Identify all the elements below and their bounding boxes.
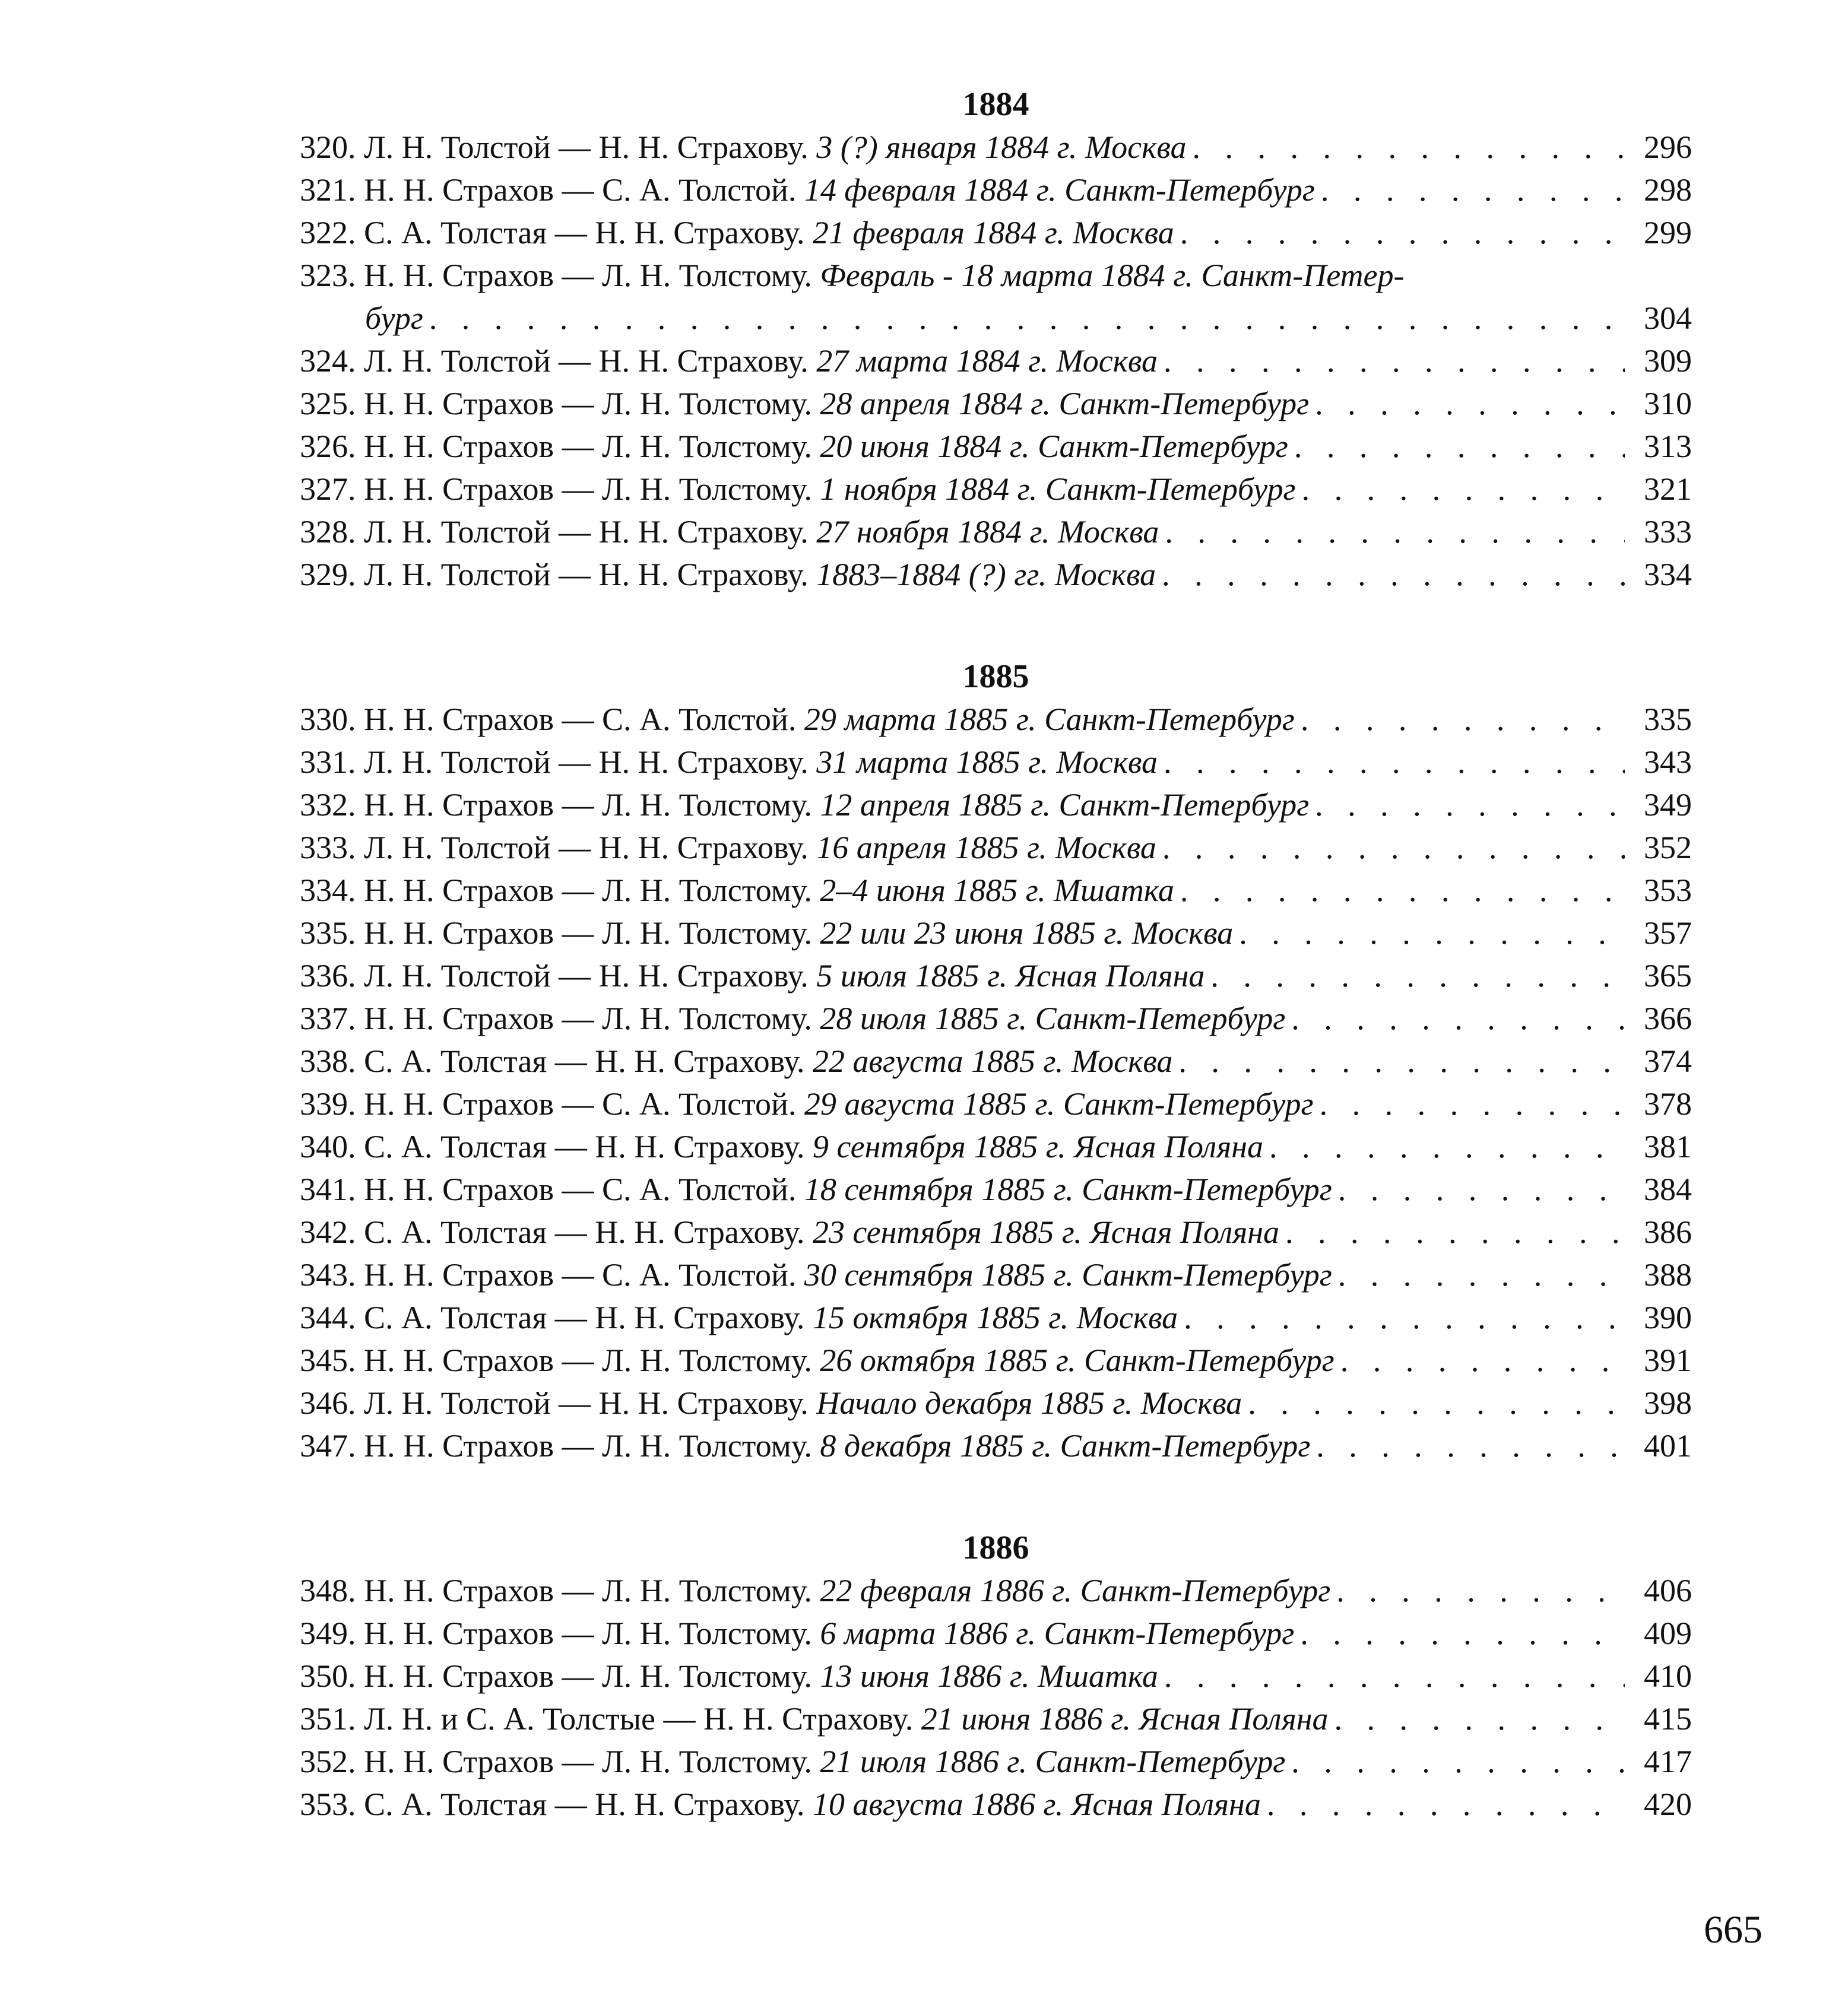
entry-number: 328. (300, 514, 356, 550)
entry-date-place: 13 июня 1886 г. Мшатка (820, 1658, 1158, 1694)
entry-page: 406 (1644, 1573, 1692, 1608)
entry-correspondents: Л. Н. Толстой — Н. Н. Страхову. (364, 343, 809, 379)
year-heading: 1885 (962, 658, 1029, 695)
toc-entry (300, 954, 1692, 997)
entry-correspondents: Н. Н. Страхов — С. А. Толстой. (364, 1257, 797, 1293)
entry-correspondents: С. А. Толстая — Н. Н. Страхову. (364, 1214, 805, 1250)
entry-number: 337. (300, 1001, 356, 1036)
entry-date-place: 21 июня 1886 г. Ясная Поляна (921, 1701, 1329, 1737)
dot-leader (1316, 1424, 1625, 1467)
entry-page: 349 (1644, 787, 1692, 823)
entry-date-place: 23 сентября 1885 г. Ясная Поляна (812, 1214, 1280, 1250)
entry-date-place: 5 июля 1885 г. Ясная Поляна (816, 958, 1205, 994)
toc-entry (300, 912, 1692, 954)
entry-page: 374 (1644, 1043, 1692, 1079)
toc-entry (300, 1253, 1692, 1296)
dot-leader (1192, 126, 1625, 169)
dot-leader (1291, 1740, 1625, 1783)
toc-entry (300, 254, 1692, 297)
entry-page: 365 (1644, 958, 1692, 994)
toc-entry (300, 1424, 1692, 1467)
entry-number: 353. (300, 1786, 356, 1822)
entry-date-place: 30 сентября 1885 г. Санкт-Петербург (804, 1257, 1332, 1293)
entry-date-place: 28 июля 1885 г. Санкт-Петербург (820, 1001, 1286, 1036)
toc-entry (300, 382, 1692, 425)
entry-correspondents: Н. Н. Страхов — Л. Н. Толстому. (364, 429, 812, 464)
entry-number: 352. (300, 1744, 356, 1779)
entry-page: 420 (1644, 1786, 1692, 1822)
entry-correspondents: Л. Н. Толстой — Н. Н. Страхову. (364, 830, 809, 865)
entry-date-place: 9 сентября 1885 г. Ясная Поляна (812, 1129, 1264, 1164)
entry-date-place: 8 декабря 1885 г. Санкт-Петербург (820, 1428, 1311, 1464)
entry-date-place: 28 апреля 1884 г. Санкт-Петербург (820, 386, 1310, 421)
entry-correspondents: Н. Н. Страхов — Л. Н. Толстому. (364, 1001, 812, 1036)
dot-leader (1294, 425, 1625, 468)
entry-correspondents: Н. Н. Страхов — Л. Н. Толстому. (364, 872, 812, 908)
entry-page: 388 (1644, 1257, 1692, 1293)
entry-correspondents: Н. Н. Страхов — Л. Н. Толстому. (364, 471, 812, 507)
year-section (300, 83, 1692, 596)
dot-leader (1210, 954, 1625, 997)
dot-leader (1320, 1083, 1625, 1125)
entry-page: 415 (1644, 1701, 1692, 1737)
entry-page: 391 (1644, 1343, 1692, 1378)
toc-entry (300, 1569, 1692, 1612)
dot-leader (1184, 1296, 1625, 1339)
entry-page: 366 (1644, 1001, 1692, 1036)
entry-number: 329. (300, 557, 356, 592)
entry-number: 336. (300, 958, 356, 994)
dot-leader (1165, 510, 1625, 553)
toc-entry (300, 510, 1692, 553)
entry-number: 324. (300, 343, 356, 379)
entry-correspondents: Н. Н. Страхов — С. А. Толстой. (364, 702, 797, 737)
entry-number: 327. (300, 471, 356, 507)
entry-date-place: 15 октября 1885 г. Москва (812, 1300, 1178, 1335)
entry-correspondents: С. А. Толстая — Н. Н. Страхову. (364, 1043, 805, 1079)
toc-entry-continuation (300, 297, 1692, 339)
toc-entry (300, 783, 1692, 826)
entry-number: 330. (300, 702, 356, 737)
entry-page: 410 (1644, 1658, 1692, 1694)
entry-correspondents: Л. Н. Толстой — Н. Н. Страхову. (364, 958, 809, 994)
toc-entry (300, 1740, 1692, 1783)
entry-number: 334. (300, 872, 356, 908)
entry-page: 384 (1644, 1172, 1692, 1207)
toc-entry (300, 1211, 1692, 1253)
entry-page: 335 (1644, 702, 1692, 737)
dot-leader (1164, 1655, 1625, 1697)
dot-leader (1321, 169, 1625, 211)
table-of-contents (300, 83, 1692, 1885)
entry-date-place: 22 февраля 1886 г. Санкт-Петербург (820, 1573, 1331, 1608)
entry-correspondents: Н. Н. Страхов — Л. Н. Толстому. (364, 1744, 812, 1779)
entry-number: 348. (300, 1573, 356, 1608)
entry-page: 333 (1644, 514, 1692, 550)
entry-number: 338. (300, 1043, 356, 1079)
dot-leader (1302, 468, 1625, 510)
entry-number: 320. (300, 129, 356, 165)
entry-date-place: 1 ноября 1884 г. Санкт-Петербург (820, 471, 1296, 507)
entry-page: 386 (1644, 1214, 1692, 1250)
dot-leader (1239, 912, 1625, 954)
entry-correspondents: С. А. Толстая — Н. Н. Страхову. (364, 215, 805, 250)
toc-entry (300, 1612, 1692, 1655)
entry-number: 345. (300, 1343, 356, 1378)
dot-leader (1164, 339, 1625, 382)
dot-leader (1315, 382, 1625, 425)
entry-correspondents: Н. Н. Страхов — Л. Н. Толстому. (364, 1428, 812, 1464)
entry-date-place: 27 марта 1884 г. Москва (816, 343, 1158, 379)
dot-leader (1162, 826, 1625, 869)
entry-correspondents: Н. Н. Страхов — Л. Н. Толстому. (364, 1658, 812, 1694)
entry-date-place: 3 (?) января 1884 г. Москва (816, 129, 1187, 165)
entry-number: 351. (300, 1701, 356, 1737)
entry-page: 353 (1644, 872, 1692, 908)
page-number: 665 (1704, 1908, 1763, 1951)
dot-leader (1180, 211, 1625, 254)
entry-correspondents: Л. Н. и С. А. Толстые — Н. Н. Страхову. (364, 1701, 914, 1737)
entry-date-place: 22 августа 1885 г. Москва (812, 1043, 1173, 1079)
entry-date-place: 1883–1884 (?) гг. Москва (816, 557, 1156, 592)
toc-entry (300, 1040, 1692, 1083)
entry-correspondents: Н. Н. Страхов — С. А. Толстой. (364, 172, 797, 208)
year-section (300, 655, 1692, 1467)
entry-date-place: 29 августа 1885 г. Санкт-Петербург (804, 1086, 1314, 1122)
dot-leader (1285, 1211, 1625, 1253)
toc-entry (300, 169, 1692, 211)
entry-correspondents: Л. Н. Толстой — Н. Н. Страхову. (364, 514, 809, 550)
dot-leader (1301, 698, 1625, 741)
toc-entry (300, 1339, 1692, 1382)
entry-date-place: 6 марта 1886 г. Санкт-Петербург (820, 1616, 1295, 1651)
toc-entry (300, 1125, 1692, 1168)
entry-number: 343. (300, 1257, 356, 1293)
entry-number: 326. (300, 429, 356, 464)
entry-correspondents: С. А. Толстая — Н. Н. Страхову. (364, 1129, 805, 1164)
toc-entry (300, 698, 1692, 741)
entry-page: 334 (1644, 557, 1692, 592)
entry-number: 331. (300, 744, 356, 780)
entry-page: 321 (1644, 471, 1692, 507)
entry-correspondents: С. А. Толстая — Н. Н. Страхову. (364, 1786, 805, 1822)
entry-correspondents: Л. Н. Толстой — Н. Н. Страхову. (364, 557, 809, 592)
toc-entry (300, 1296, 1692, 1339)
entry-date-place: Февраль - 18 марта 1884 г. Санкт-Петер- (820, 258, 1405, 293)
entry-date-place: 21 февраля 1884 г. Москва (812, 215, 1174, 250)
entry-page: 417 (1644, 1744, 1692, 1779)
dot-leader (1162, 553, 1625, 596)
toc-entry (300, 211, 1692, 254)
entry-correspondents: Н. Н. Страхов — Л. Н. Толстому. (364, 915, 812, 951)
entry-date-place: 31 марта 1885 г. Москва (816, 744, 1158, 780)
entry-date-place: 10 августа 1886 г. Ясная Поляна (812, 1786, 1261, 1822)
entry-number: 325. (300, 386, 356, 421)
entry-date-place: 12 апреля 1885 г. Санкт-Петербург (820, 787, 1310, 823)
entry-number: 342. (300, 1214, 356, 1250)
entry-correspondents: Н. Н. Страхов — Л. Н. Толстому. (364, 1343, 812, 1378)
dot-leader (1338, 1253, 1625, 1296)
entry-correspondents: Н. Н. Страхов — Л. Н. Толстому. (364, 1616, 812, 1651)
dot-leader (1180, 869, 1625, 912)
dot-leader (1300, 1612, 1625, 1655)
entry-correspondents: Л. Н. Толстой — Н. Н. Страхову. (364, 1385, 809, 1421)
entry-number: 339. (300, 1086, 356, 1122)
entry-number: 347. (300, 1428, 356, 1464)
toc-entry (300, 339, 1692, 382)
entry-number: 349. (300, 1616, 356, 1651)
entry-page: 357 (1644, 915, 1692, 951)
entry-number: 332. (300, 787, 356, 823)
entry-date-place: 20 июня 1884 г. Санкт-Петербург (820, 429, 1288, 464)
dot-leader (1315, 783, 1625, 826)
entry-page: 299 (1644, 215, 1692, 250)
toc-entry (300, 1168, 1692, 1211)
entry-number: 322. (300, 215, 356, 250)
toc-entry (300, 997, 1692, 1040)
entry-page: 409 (1644, 1616, 1692, 1651)
entry-page: 352 (1644, 830, 1692, 865)
entry-page: 298 (1644, 172, 1692, 208)
toc-entry (300, 741, 1692, 783)
entry-date-place: Начало декабря 1885 г. Москва (816, 1385, 1242, 1421)
entry-page: 378 (1644, 1086, 1692, 1122)
year-section (300, 1527, 1692, 1826)
entry-date-place: 22 или 23 июня 1885 г. Москва (820, 915, 1234, 951)
entry-number: 323. (300, 258, 356, 293)
entry-page: 309 (1644, 343, 1692, 379)
entry-date-place: 21 июля 1886 г. Санкт-Петербург (820, 1744, 1286, 1779)
toc-entry (300, 1697, 1692, 1740)
dot-leader (1336, 1569, 1625, 1612)
entry-date-place: 27 ноября 1884 г. Москва (816, 514, 1159, 550)
entry-number: 341. (300, 1172, 356, 1207)
entry-correspondents: Л. Н. Толстой — Н. Н. Страхову. (364, 129, 809, 165)
entry-number: 335. (300, 915, 356, 951)
entry-number: 350. (300, 1658, 356, 1694)
toc-entry (300, 425, 1692, 468)
entry-page: 390 (1644, 1300, 1692, 1335)
entry-correspondents: Н. Н. Страхов — Л. Н. Толстому. (364, 787, 812, 823)
dot-leader (1335, 1697, 1625, 1740)
entry-page: 398 (1644, 1385, 1692, 1421)
entry-correspondents: Н. Н. Страхов — С. А. Толстой. (364, 1086, 797, 1122)
dot-leader (429, 297, 1625, 339)
toc-entry (300, 1382, 1692, 1424)
entry-correspondents: Н. Н. Страхов — Л. Н. Толстому. (364, 258, 812, 293)
entry-page: 296 (1644, 129, 1692, 165)
entry-correspondents: Н. Н. Страхов — Л. Н. Толстому. (364, 1573, 812, 1608)
entry-correspondents: С. А. Толстая — Н. Н. Страхову. (364, 1300, 805, 1335)
dot-leader (1267, 1783, 1625, 1826)
entry-date-place: 16 апреля 1885 г. Москва (816, 830, 1156, 865)
dot-leader (1164, 741, 1625, 783)
toc-entry (300, 1783, 1692, 1826)
entry-date-place-continued: бург (365, 300, 423, 336)
entry-page: 310 (1644, 386, 1692, 421)
entry-date-place: 2–4 июня 1885 г. Мшатка (820, 872, 1174, 908)
toc-entry (300, 468, 1692, 510)
dot-leader (1269, 1125, 1625, 1168)
entry-number: 344. (300, 1300, 356, 1335)
entry-date-place: 18 сентября 1885 г. Санкт-Петербург (804, 1172, 1332, 1207)
toc-entry (300, 1083, 1692, 1125)
year-heading: 1884 (962, 86, 1029, 123)
entry-page: 343 (1644, 744, 1692, 780)
dot-leader (1178, 1040, 1625, 1083)
entry-page: 304 (1644, 300, 1692, 336)
entry-correspondents: Н. Н. Страхов — С. А. Толстой. (364, 1172, 797, 1207)
entry-correspondents: Л. Н. Толстой — Н. Н. Страхову. (364, 744, 809, 780)
dot-leader (1248, 1382, 1625, 1424)
entry-number: 346. (300, 1385, 356, 1421)
entry-number: 333. (300, 830, 356, 865)
year-heading: 1886 (962, 1529, 1029, 1566)
dot-leader (1291, 997, 1625, 1040)
toc-entry (300, 826, 1692, 869)
dot-leader (1340, 1339, 1625, 1382)
entry-number: 321. (300, 172, 356, 208)
toc-entry (300, 553, 1692, 596)
entry-date-place: 26 октября 1885 г. Санкт-Петербург (820, 1343, 1335, 1378)
dot-leader (1338, 1168, 1625, 1211)
entry-page: 401 (1644, 1428, 1692, 1464)
entry-date-place: 29 марта 1885 г. Санкт-Петербург (804, 702, 1295, 737)
toc-entry (300, 869, 1692, 912)
entry-page: 381 (1644, 1129, 1692, 1164)
entry-correspondents: Н. Н. Страхов — Л. Н. Толстому. (364, 386, 812, 421)
entry-page: 313 (1644, 429, 1692, 464)
entry-number: 340. (300, 1129, 356, 1164)
entry-date-place: 14 февраля 1884 г. Санкт-Петербург (804, 172, 1315, 208)
toc-entry (300, 126, 1692, 169)
toc-entry (300, 1655, 1692, 1697)
